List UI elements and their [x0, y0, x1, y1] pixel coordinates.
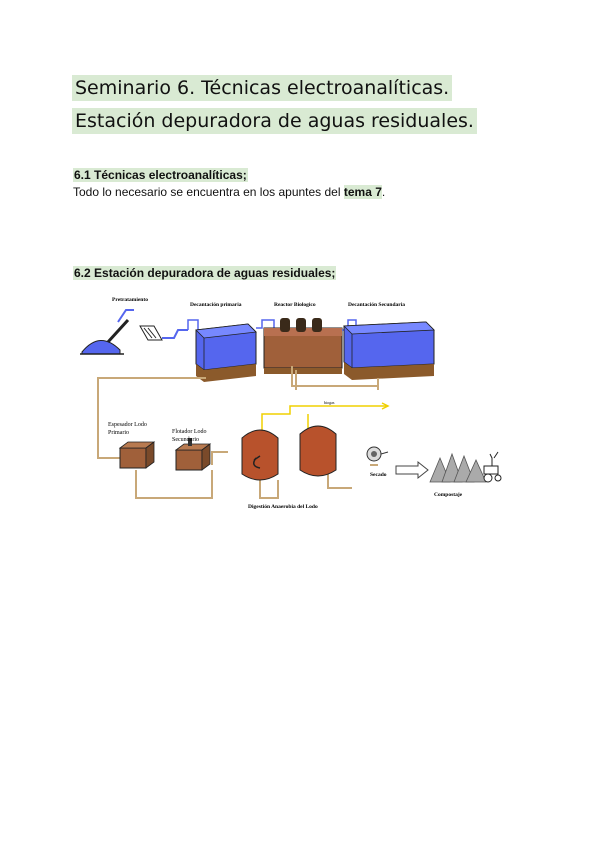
- label-primary-decantation: Decantación primaria: [190, 302, 242, 308]
- anaerobic-digester-2: [300, 426, 336, 476]
- label-biological-reactor: Reactor Biologico: [274, 302, 316, 308]
- compost-piles: [430, 454, 486, 482]
- label-secondary-decantation: Decantación Secundaria: [348, 302, 405, 308]
- label-anaerobic-digestion: Digestión Anaerobia del Lodo: [248, 504, 318, 510]
- wastewater-plant-diagram: [78, 290, 518, 515]
- section-6-1-paragraph: [73, 185, 385, 199]
- section-heading-6-2: 6.2 Estación depuradora de aguas residuales;: [74, 266, 336, 280]
- drying-unit: [367, 447, 388, 461]
- secondary-decantation-tank: [344, 322, 434, 380]
- label-compost: Compostaje: [434, 492, 463, 498]
- tractor-icon: [484, 452, 501, 482]
- document-title-line-2: Estación depuradora de aguas residuales.: [72, 108, 477, 134]
- label-drying: Secado: [370, 472, 387, 478]
- label-secondary-floater-2: Secundario: [172, 437, 199, 443]
- pretreatment-unit: [80, 310, 188, 354]
- biogas-line: [262, 403, 388, 430]
- tema-highlight: tema 7: [343, 185, 382, 199]
- anaerobic-digester-1: [242, 430, 278, 480]
- label-biogas: biogas: [324, 400, 335, 405]
- paragraph-text: Todo lo necesario se encuentra en los apuntes del: [73, 185, 344, 199]
- label-pretreatment: Pretratamiento: [112, 297, 148, 303]
- label-primary-thickener-2: Primario: [108, 430, 129, 436]
- sludge-lines: [98, 366, 378, 498]
- label-primary-thickener-1: Espesador Lodo: [108, 422, 147, 428]
- section-heading-6-1: 6.1 Técnicas electroanalíticas;: [74, 168, 247, 182]
- label-secondary-floater-1: Flotador Lodo: [172, 429, 207, 435]
- biological-reactor: [264, 318, 342, 374]
- paragraph-end: .: [381, 185, 386, 199]
- arrow-to-compost: [396, 462, 428, 478]
- document-title-line-1: Seminario 6. Técnicas electroanalíticas.: [72, 75, 452, 101]
- primary-thickener: [120, 442, 154, 468]
- primary-decantation-tank: [196, 324, 256, 382]
